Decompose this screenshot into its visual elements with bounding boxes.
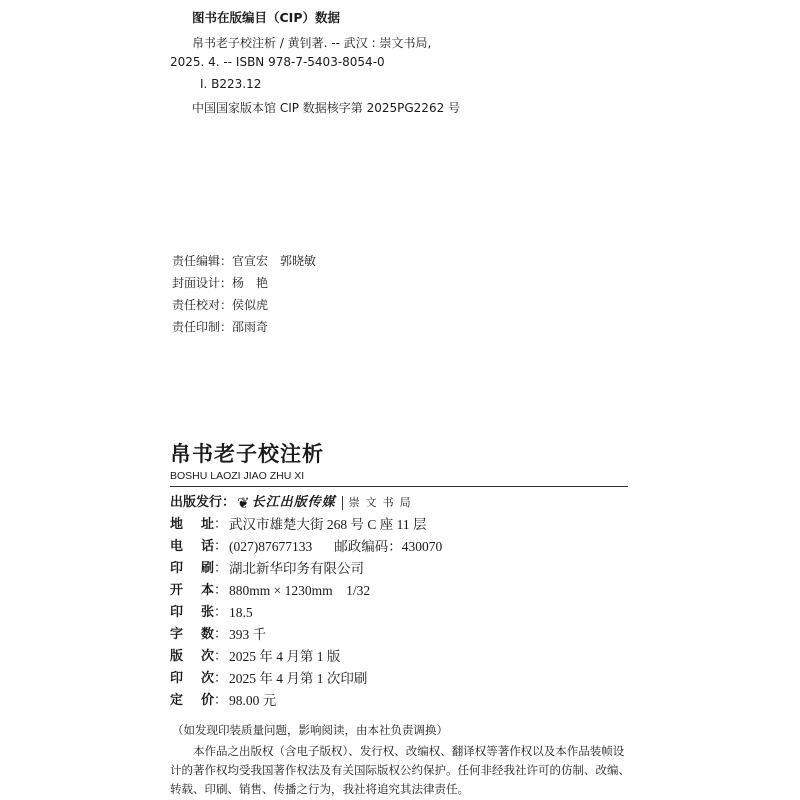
spec-edition: 版 次 ： 2025 年 4 月第 1 版 (170, 649, 341, 664)
book-title: 帛书老子校注析 (170, 442, 324, 466)
spec-printer: 印 刷 ： 湖北新华印务有限公司 (170, 561, 365, 576)
credits-list (172, 250, 316, 338)
cip-line-classification: Ⅰ. B223.12 (200, 77, 262, 91)
credit-editor: 责任编辑：官宣宏 郭晓敏 (172, 254, 317, 268)
cip-line-verification: 中国国家版本馆 CIP 数据核字第 2025PG2262 号 (192, 101, 461, 115)
spec-word-count: 字 数 ： 393 千 (170, 627, 267, 642)
book-title-pinyin: BOSHU LAOZI JIAO ZHU XI (170, 470, 305, 482)
credit-proofreader: 责任校对：侯似虎 (172, 298, 269, 312)
publisher-label: 出版发行： (170, 495, 236, 510)
divider-rule (170, 486, 628, 487)
credit-print-supervisor: 责任印制：邵雨奇 (172, 320, 269, 334)
spec-address: 地 址 ： 武汉市雄楚大街 268 号 C 座 11 层 (170, 517, 427, 532)
spec-publisher (170, 492, 442, 514)
logo-separator (342, 496, 343, 510)
publisher-logo-icon: ❦ (237, 494, 250, 512)
cip-title: 图书在版编目（CIP）数据 (192, 10, 340, 25)
cip-line-isbn: 2025. 4. -- ISBN 978-7-5403-8054-0 (170, 55, 385, 69)
spec-sheets: 印 张 ： 18.5 (170, 605, 253, 620)
credit-cover-design: 封面设计：杨 艳 (172, 276, 269, 290)
postcode-label: 邮政编码： (334, 539, 402, 554)
quality-notice: （如发现印装质量问题，影响阅读，由本社负责调换） (172, 723, 448, 737)
spec-impression: 印 次 ： 2025 年 4 月第 1 次印刷 (170, 671, 368, 686)
spec-phone: 电 话 ： (027)87677133 邮政编码： 430070 (170, 536, 442, 558)
spec-price: 定 价 ： 98.00 元 (170, 693, 277, 708)
cip-line-title-author: 帛书老子校注析 / 黄钊著. -- 武汉 : 崇文书局, (192, 36, 432, 50)
copyright-notice: 本作品之出版权（含电子版权）、发行权、改编权、翻译权等著作权以及本作品装帧设计的著作权均受我国著作权法及有关国际版权公约保护。任何非经我社许可的仿制、改编、转载、印刷、销售、传播之行为，我社将追究其法律责任。 (170, 744, 630, 796)
postcode-value: 430070 (401, 539, 443, 554)
spec-format: 开 本 ： 880mm × 1230mm 1/32 (170, 583, 371, 598)
specs-table (170, 492, 442, 712)
publisher-logo: ❦ 长江出版传媒 崇文书局 (237, 494, 417, 512)
